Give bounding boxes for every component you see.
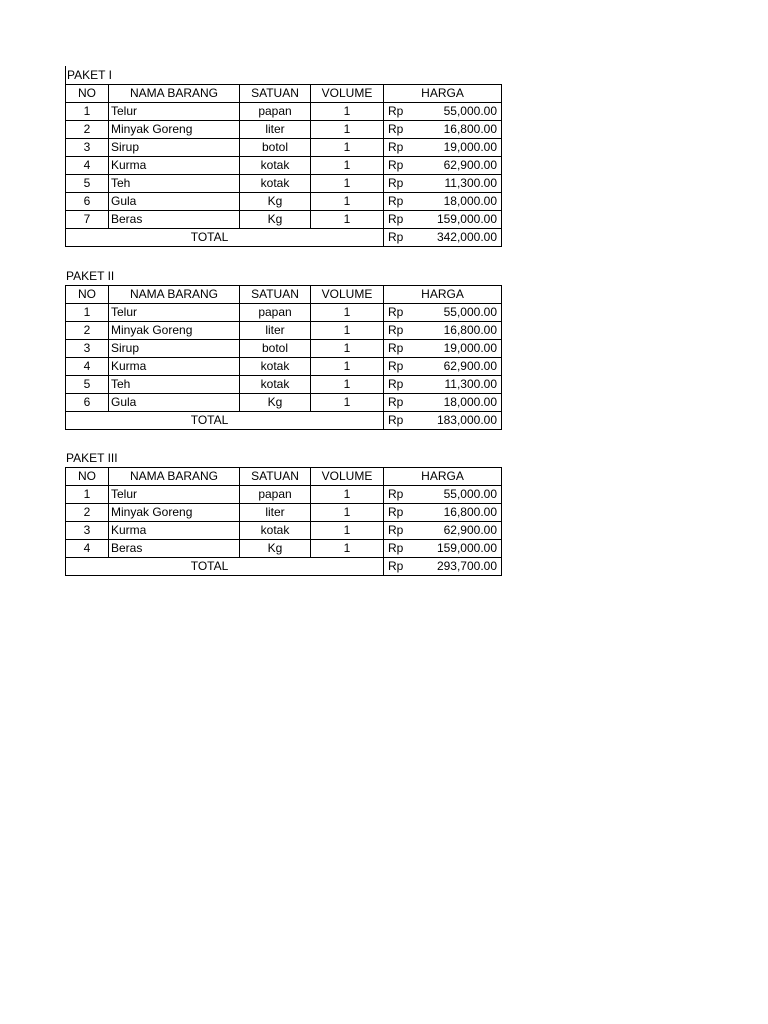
cell-harga[interactable]: 62,900.00 [424,157,502,175]
cell-currency[interactable]: Rp [384,121,424,139]
cell-nama-barang[interactable]: Kurma [109,157,240,175]
cell-currency[interactable]: Rp [384,376,424,394]
table-row [66,504,502,522]
cell-harga[interactable]: 16,800.00 [424,504,502,522]
cell-nama-barang[interactable]: Gula [109,394,240,412]
paket-table [65,285,502,430]
cell-volume[interactable]: 1 [311,486,384,504]
cell-nama-barang[interactable]: Sirup [109,340,240,358]
total-row [66,229,502,247]
cell-nama-barang[interactable]: Telur [109,304,240,322]
cell-volume[interactable]: 1 [311,157,384,175]
cell-no[interactable]: 2 [66,322,109,340]
cell-volume[interactable]: 1 [311,522,384,540]
cell-volume[interactable]: 1 [311,504,384,522]
cell-satuan[interactable]: papan [240,304,311,322]
cell-satuan[interactable]: Kg [240,193,311,211]
total-label[interactable]: TOTAL [66,412,384,430]
cell-satuan[interactable]: botol [240,340,311,358]
cell-nama-barang[interactable]: Teh [109,376,240,394]
cell-satuan[interactable]: papan [240,103,311,121]
cell-harga[interactable]: 19,000.00 [424,139,502,157]
cell-volume[interactable]: 1 [311,376,384,394]
table-row [66,486,502,504]
cell-harga[interactable]: 62,900.00 [424,522,502,540]
cell-currency[interactable]: Rp [384,540,424,558]
paket-title: PAKET I [65,66,501,84]
cell-no[interactable]: 4 [66,540,109,558]
cell-satuan[interactable]: botol [240,139,311,157]
total-amount[interactable]: 293,700.00 [424,558,502,576]
table-row [66,193,502,211]
header-volume[interactable]: VOLUME [311,286,384,304]
table-row [66,211,502,229]
cell-no[interactable]: 1 [66,304,109,322]
header-no[interactable]: NO [66,286,109,304]
cell-nama-barang[interactable]: Sirup [109,139,240,157]
cell-currency[interactable]: Rp [384,157,424,175]
cell-nama-barang[interactable]: Telur [109,103,240,121]
header-no[interactable]: NO [66,468,109,486]
cell-satuan[interactable]: papan [240,486,311,504]
cell-currency[interactable]: Rp [384,304,424,322]
cell-harga[interactable]: 11,300.00 [424,376,502,394]
cell-currency[interactable]: Rp [384,193,424,211]
cell-satuan[interactable]: kotak [240,376,311,394]
table-header-row [66,286,502,304]
cell-currency[interactable]: Rp [384,340,424,358]
cell-nama-barang[interactable]: Teh [109,175,240,193]
cell-volume[interactable]: 1 [311,304,384,322]
cell-no[interactable]: 1 [66,486,109,504]
cell-volume[interactable]: 1 [311,322,384,340]
cell-volume[interactable]: 1 [311,103,384,121]
cell-harga[interactable]: 55,000.00 [424,304,502,322]
cell-harga[interactable]: 159,000.00 [424,540,502,558]
cell-currency[interactable]: Rp [384,103,424,121]
cell-satuan[interactable]: kotak [240,175,311,193]
total-currency[interactable]: Rp [384,412,424,430]
table-row [66,322,502,340]
cell-satuan[interactable]: Kg [240,540,311,558]
cell-nama-barang[interactable]: Minyak Goreng [109,322,240,340]
table-row [66,540,502,558]
cell-no[interactable]: 3 [66,139,109,157]
cell-harga[interactable]: 62,900.00 [424,358,502,376]
table-row [66,376,502,394]
header-harga[interactable]: HARGA [384,286,502,304]
cell-harga[interactable]: 19,000.00 [424,340,502,358]
table-row [66,157,502,175]
cell-nama-barang[interactable]: Telur [109,486,240,504]
paket-title: PAKET II [66,269,115,283]
cell-volume[interactable]: 1 [311,340,384,358]
cell-harga[interactable]: 159,000.00 [424,211,502,229]
table-header-row [66,468,502,486]
header-nama-barang[interactable]: NAMA BARANG [109,286,240,304]
cell-satuan[interactable]: Kg [240,394,311,412]
paket-table [65,467,502,576]
cell-harga[interactable]: 55,000.00 [424,486,502,504]
total-label[interactable]: TOTAL [66,229,384,247]
cell-volume[interactable]: 1 [311,394,384,412]
table-header-row [66,85,502,103]
paket-title: PAKET III [66,451,118,465]
paket-section [65,66,501,247]
cell-harga[interactable]: 18,000.00 [424,193,502,211]
cell-harga[interactable]: 18,000.00 [424,394,502,412]
header-harga[interactable]: HARGA [384,468,502,486]
cell-volume[interactable]: 1 [311,193,384,211]
table-row [66,304,502,322]
cell-currency[interactable]: Rp [384,211,424,229]
cell-no[interactable]: 4 [66,157,109,175]
cell-no[interactable]: 6 [66,394,109,412]
cell-volume[interactable]: 1 [311,175,384,193]
table-row [66,394,502,412]
cell-no[interactable]: 6 [66,193,109,211]
cell-nama-barang[interactable]: Minyak Goreng [109,121,240,139]
header-volume[interactable]: VOLUME [311,85,384,103]
header-satuan[interactable]: SATUAN [240,468,311,486]
total-amount[interactable]: 183,000.00 [424,412,502,430]
table-row [66,139,502,157]
header-nama-barang[interactable]: NAMA BARANG [109,468,240,486]
header-satuan[interactable]: SATUAN [240,286,311,304]
cell-volume[interactable]: 1 [311,211,384,229]
cell-currency[interactable]: Rp [384,504,424,522]
cell-currency[interactable]: Rp [384,322,424,340]
cell-nama-barang[interactable]: Kurma [109,522,240,540]
cell-no[interactable]: 3 [66,340,109,358]
cell-satuan[interactable]: kotak [240,522,311,540]
header-harga[interactable]: HARGA [384,85,502,103]
cell-no[interactable]: 2 [66,121,109,139]
cell-currency[interactable]: Rp [384,394,424,412]
table-row [66,358,502,376]
cell-satuan[interactable]: liter [240,121,311,139]
cell-no[interactable]: 3 [66,522,109,540]
cell-nama-barang[interactable]: Minyak Goreng [109,504,240,522]
cell-harga[interactable]: 11,300.00 [424,175,502,193]
cell-harga[interactable]: 55,000.00 [424,103,502,121]
paket-section [65,449,501,576]
cell-volume[interactable]: 1 [311,540,384,558]
cell-no[interactable]: 5 [66,376,109,394]
table-row [66,103,502,121]
cell-nama-barang[interactable]: Beras [109,540,240,558]
table-row [66,340,502,358]
total-currency[interactable]: Rp [384,558,424,576]
cell-nama-barang[interactable]: Beras [109,211,240,229]
cell-currency[interactable]: Rp [384,175,424,193]
paket-section [65,267,501,430]
total-label[interactable]: TOTAL [66,558,384,576]
cell-volume[interactable]: 1 [311,358,384,376]
cell-no[interactable]: 5 [66,175,109,193]
table-row [66,121,502,139]
cell-volume[interactable]: 1 [311,139,384,157]
total-row [66,412,502,430]
header-nama-barang[interactable]: NAMA BARANG [109,85,240,103]
total-amount[interactable]: 342,000.00 [424,229,502,247]
cell-harga[interactable]: 16,800.00 [424,322,502,340]
cell-no[interactable]: 2 [66,504,109,522]
cell-satuan[interactable]: Kg [240,211,311,229]
paket-table [65,84,502,247]
cell-currency[interactable]: Rp [384,486,424,504]
cell-currency[interactable]: Rp [384,139,424,157]
cell-satuan[interactable]: liter [240,504,311,522]
cell-satuan[interactable]: liter [240,322,311,340]
total-row [66,558,502,576]
cell-no[interactable]: 1 [66,103,109,121]
header-volume[interactable]: VOLUME [311,468,384,486]
cell-nama-barang[interactable]: Kurma [109,358,240,376]
total-currency[interactable]: Rp [384,229,424,247]
cell-nama-barang[interactable]: Gula [109,193,240,211]
cell-satuan[interactable]: kotak [240,157,311,175]
cell-harga[interactable]: 16,800.00 [424,121,502,139]
header-no[interactable]: NO [66,85,109,103]
cell-no[interactable]: 4 [66,358,109,376]
cell-satuan[interactable]: kotak [240,358,311,376]
cell-currency[interactable]: Rp [384,522,424,540]
header-satuan[interactable]: SATUAN [240,85,311,103]
cell-currency[interactable]: Rp [384,358,424,376]
table-row [66,175,502,193]
cell-volume[interactable]: 1 [311,121,384,139]
table-row [66,522,502,540]
cell-no[interactable]: 7 [66,211,109,229]
